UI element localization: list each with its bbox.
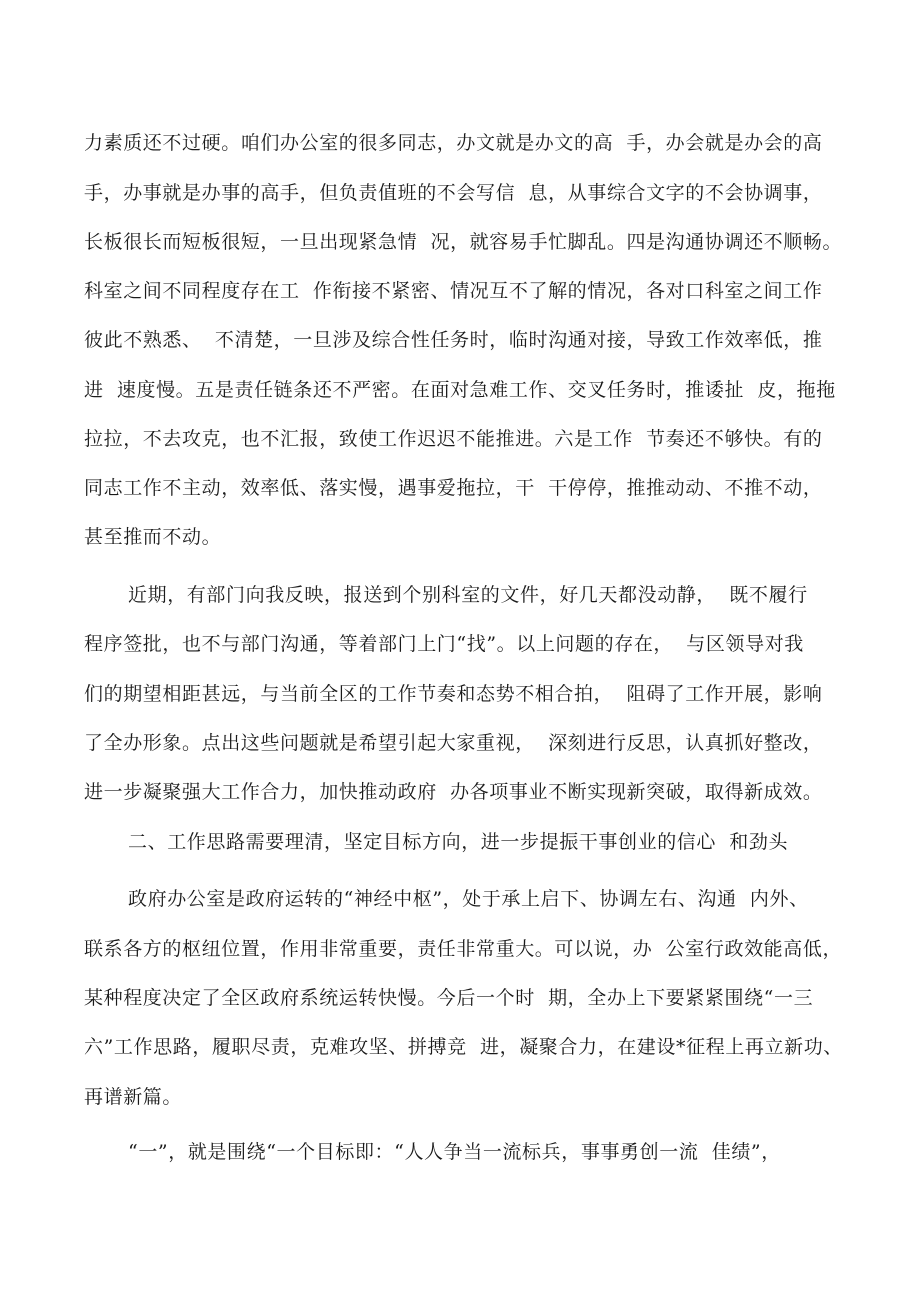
text-line: 联系各方的枢纽位置，作用非常重要，责任非常重大。可以说，办 公室行政效能高低， (84, 938, 843, 960)
text-line: 力素质还不过硬。咱们办公室的很多同志，办文就是办文的高 手，办会就是办会的高 (84, 132, 823, 154)
text-line: 进 速度慢。五是责任链条还不严密。在面对急难工作、交叉任务时，推诿扯 皮，拖拖 (84, 379, 836, 401)
text-line: 长板很长而短板很短，一旦出现紧急情 况，就容易手忙脚乱。四是沟通协调还不顺畅。 (84, 231, 843, 253)
text-line: 近期，有部门向我反映，报送到个别科室的文件，好几天都没动静， 既不履行 (128, 584, 808, 606)
text-line: 们的期望相距甚远，与当前全区的工作节奏和态势不相合拍， 阻碍了工作开展，影响 (84, 683, 823, 705)
section-heading: 二、工作思路需要理清，坚定目标方向，进一步提振干事创业的信心 和劲头 (128, 831, 789, 853)
text-line: 同志工作不主动，效率低、落实慢，遇事爱拖拉，干 干停停，推推动动、不推不动， (84, 477, 823, 499)
text-line: 再谱新篇。 (84, 1086, 183, 1108)
text-line: 甚至推而不动。 (84, 526, 222, 548)
text-line: 某种程度决定了全区政府系统运转快慢。今后一个时 期，全办上下要紧紧围绕“一三 (84, 987, 814, 1009)
text-line: 程序签批，也不与部门沟通，等着部门上门“找”。以上问题的存在， 与区领导对我 (84, 633, 804, 655)
text-line: “一”，就是围绕“一个目标即：“人人争当一流标兵，事事勇创一流 佳绩”， (128, 1141, 781, 1163)
text-line: 进一步凝聚强大工作合力，加快推动政府 办各项事业不断实现新突破，取得新成效。 (84, 781, 823, 803)
text-line: 手，办事就是办事的高手，但负责值班的不会写信 息，从事综合文字的不会协调事， (84, 182, 823, 204)
text-line: 政府办公室是政府运转的“神经中枢”，处于承上启下、协调左右、沟通 内外、 (128, 888, 809, 910)
text-line: 六”工作思路，履职尽责，克难攻坚、拼搏竞 进，凝聚合力，在建设*征程上再立新功、 (84, 1036, 843, 1058)
text-line: 了全办形象。点出这些问题就是希望引起大家重视， 深刻进行反思，认真抓好整改， (84, 732, 823, 754)
text-line: 拉拉，不去攻克，也不汇报，致使工作迟迟不能推进。六是工作 节奏还不够快。有的 (84, 428, 823, 450)
text-line: 彼此不熟悉、 不清楚，一旦涉及综合性任务时，临时沟通对接，导致工作效率低，推 (84, 329, 823, 351)
text-line: 科室之间不同程度存在工 作衔接不紧密、情况互不了解的情况，各对口科室之间工作 (84, 280, 823, 302)
